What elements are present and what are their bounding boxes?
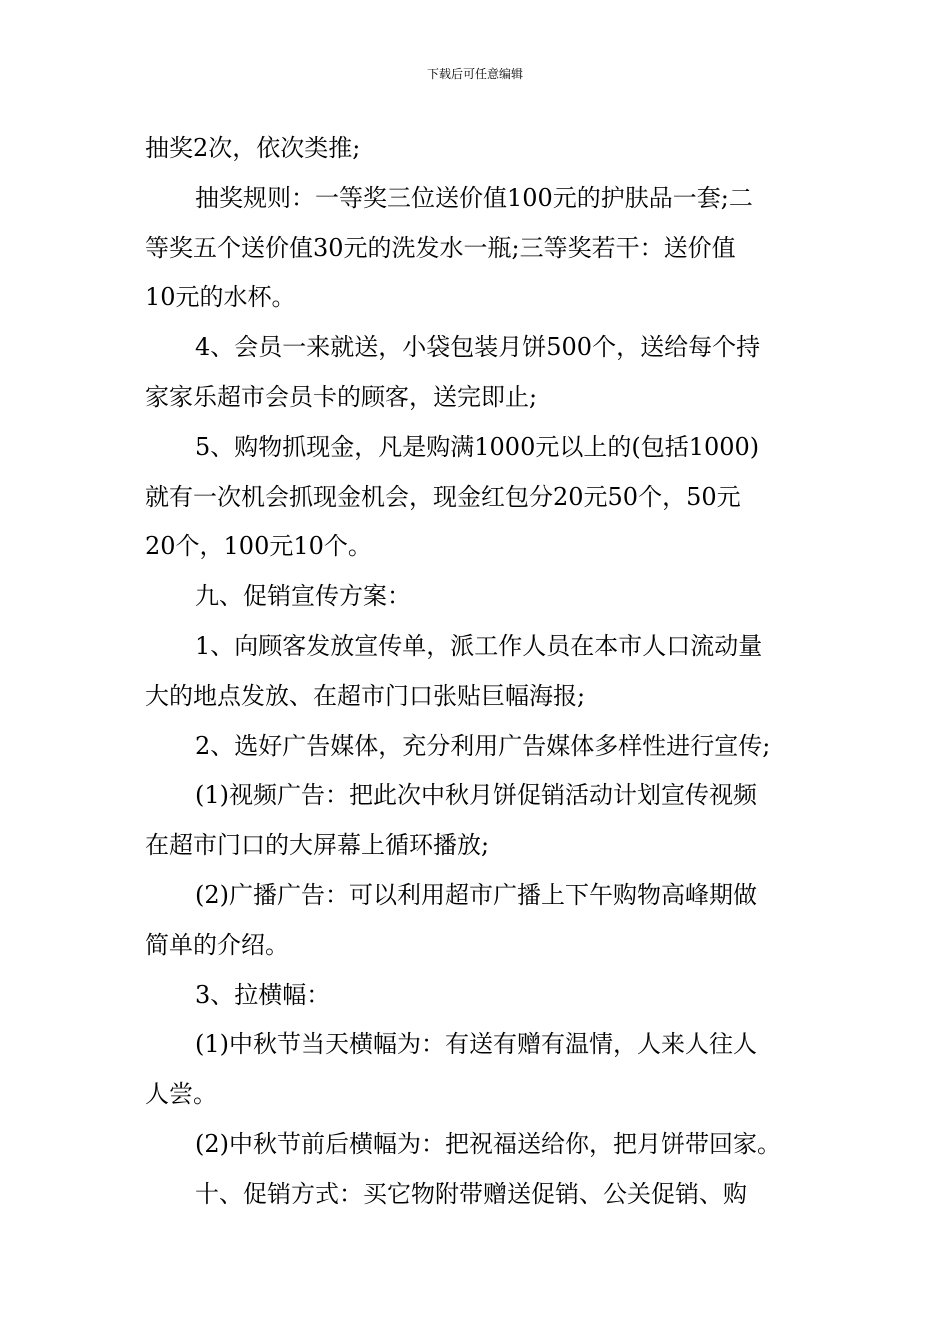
text-line: 5、购物抓现金，凡是购满1000元以上的(包括1000) — [195, 432, 760, 461]
text-line: (2)中秋节前后横幅为：把祝福送给你，把月饼带回家。 — [195, 1129, 781, 1158]
text-line: 在超市门口的大屏幕上循环播放; — [145, 831, 490, 860]
text-line: 家家乐超市会员卡的顾客，送完即止; — [145, 382, 538, 411]
text-line: 就有一次机会抓现金机会，现金红包分20元50个，50元 — [145, 482, 741, 511]
text-line: 人尝。 — [145, 1080, 217, 1109]
text-line: (1)中秋节当天横幅为：有送有赠有温情，人来人往人 — [195, 1030, 757, 1059]
page-header: 下载后可任意编辑 — [426, 67, 523, 81]
section-heading: 九、促销宣传方案： — [195, 582, 411, 611]
text-line: 等奖五个送价值30元的洗发水一瓶;三等奖若干：送价值 — [145, 233, 736, 262]
text-line: 抽奖2次，依次类推; — [145, 134, 361, 162]
text-line: 10元的水杯。 — [145, 283, 296, 312]
text-line: 抽奖规则：一等奖三位送价值100元的护肤品一套;二 — [195, 183, 753, 212]
text-line: 2、选好广告媒体，充分利用广告媒体多样性进行宣传; — [195, 731, 771, 760]
text-line: 简单的介绍。 — [145, 930, 289, 959]
text-line: 20个，100元10个。 — [145, 532, 372, 561]
text-line: (1)视频广告：把此次中秋月饼促销活动计划宣传视频 — [195, 781, 757, 810]
document-body — [145, 124, 809, 1220]
text-line: 3、拉横幅： — [195, 980, 331, 1009]
text-line: 4、会员一来就送，小袋包装月饼500个，送给每个持 — [195, 333, 761, 362]
text-line: 大的地点发放、在超市门口张贴巨幅海报; — [145, 681, 586, 710]
section-heading: 十、促销方式：买它物附带赠送促销、公关促销、购 — [195, 1179, 747, 1208]
text-line: (2)广播广告：可以利用超市广播上下午购物高峰期做 — [195, 880, 757, 909]
text-line: 1、向顾客发放宣传单，派工作人员在本市人口流动量 — [195, 631, 763, 660]
